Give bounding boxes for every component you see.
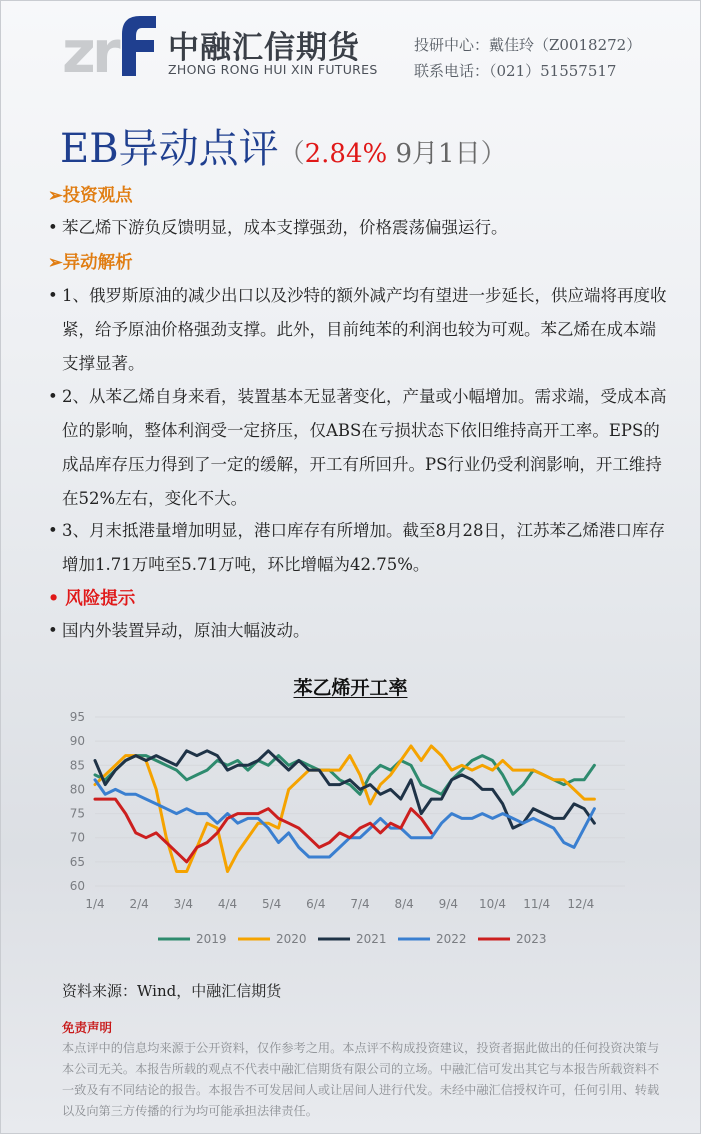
arrow-icon: ➢ bbox=[48, 186, 63, 206]
section-risk-heading: • 风险提示 bbox=[48, 589, 136, 609]
x-tick-label: 5/4 bbox=[262, 897, 282, 911]
bullet-icon: • bbox=[48, 286, 58, 305]
bullet-icon: • bbox=[48, 218, 58, 237]
x-tick-label: 12/4 bbox=[567, 897, 595, 911]
y-tick-label: 75 bbox=[69, 806, 85, 821]
arrow-icon: ➢ bbox=[48, 253, 63, 273]
price-change: 2.84% bbox=[304, 139, 388, 169]
section-analysis-heading: ➢异动解析 bbox=[48, 253, 133, 273]
y-tick-label: 65 bbox=[69, 854, 85, 869]
y-tick-label: 70 bbox=[69, 830, 85, 845]
risk-paragraph: • 国内外装置异动，原油大幅波动。 bbox=[48, 614, 668, 648]
svg-text:r: r bbox=[92, 18, 121, 80]
x-tick-label: 8/4 bbox=[394, 897, 414, 911]
x-tick-label: 3/4 bbox=[173, 897, 193, 911]
y-tick-label: 95 bbox=[69, 710, 85, 724]
data-source: 资料来源：Wind，中融汇信期货 bbox=[62, 982, 282, 1000]
analysis-paragraph-2: • 2、从苯乙烯自身来看，装置基本无显著变化，产量或小幅增加。需求端，受成本高位的影响，整体利润受一定挤压，仅ABS在亏损状态下依旧维持高开工率。EPS的成品库存压力得到了一定的缓解，开工有所回升。PS行业仍受利润影响，开工维持在52%左右，变化不大。 bbox=[48, 380, 668, 516]
bullet-icon: • bbox=[48, 589, 60, 609]
section-view-heading: ➢投资观点 bbox=[48, 186, 133, 206]
legend-label-2021: 2021 bbox=[356, 932, 387, 946]
company-name-cn: 中融汇信期货 bbox=[168, 30, 360, 66]
x-tick-label: 2/4 bbox=[129, 897, 149, 911]
page-title bbox=[60, 117, 507, 174]
line-chart bbox=[55, 700, 645, 960]
title-paren-close: ） bbox=[480, 139, 507, 169]
legend-label-2020: 2020 bbox=[276, 932, 307, 946]
x-tick-label: 10/4 bbox=[479, 897, 506, 911]
disclaimer-title: 免责声明 bbox=[62, 1020, 113, 1035]
company-logo-icon bbox=[60, 10, 160, 80]
view-paragraph: • 苯乙烯下游负反馈明显，成本支撑强劲，价格震荡偏强运行。 bbox=[48, 211, 668, 245]
contact-info bbox=[414, 32, 641, 84]
phone-line: 联系电话：（021）51557517 bbox=[414, 62, 617, 80]
bullet-icon: • bbox=[48, 521, 58, 540]
title-date: 9月1日 bbox=[387, 139, 481, 169]
analyst-line: 投研中心：戴佳玲（Z0018272） bbox=[414, 36, 642, 54]
title-paren-open: （ bbox=[278, 139, 305, 169]
x-tick-label: 6/4 bbox=[306, 897, 326, 911]
y-tick-label: 80 bbox=[69, 782, 85, 797]
y-tick-label: 85 bbox=[69, 758, 85, 773]
analysis-paragraph-3: • 3、月末抵港量增加明显，港口库存有所增加。截至8月28日，江苏苯乙烯港口库存增加1.71万吨至5.71万吨，环比增幅为42.75%。 bbox=[48, 514, 668, 582]
company-name-en: ZHONG RONG HUI XIN FUTURES bbox=[168, 62, 378, 77]
legend-label-2019: 2019 bbox=[196, 932, 227, 946]
header bbox=[0, 0, 701, 100]
x-tick-label: 4/4 bbox=[217, 897, 238, 911]
series-line-2023 bbox=[95, 799, 431, 862]
svg-text:z: z bbox=[62, 18, 96, 80]
x-tick-label: 7/4 bbox=[350, 897, 370, 911]
x-tick-label: 1/4 bbox=[85, 897, 105, 911]
x-tick-label: 9/4 bbox=[438, 897, 458, 911]
y-tick-label: 90 bbox=[69, 734, 85, 749]
analysis-paragraph-1: • 1、俄罗斯原油的减少出口以及沙特的额外减产均有望进一步延长，供应端将再度收紧，给予原油价格强劲支撑。此外，目前纯苯的利润也较为可观。苯乙烯在成本端支撑显著。 bbox=[48, 279, 668, 381]
bullet-icon: • bbox=[48, 621, 58, 640]
y-tick-label: 60 bbox=[69, 879, 85, 893]
legend-label-2022: 2022 bbox=[436, 932, 467, 946]
x-tick-label: 11/4 bbox=[523, 897, 551, 911]
legend-label-2023: 2023 bbox=[516, 932, 547, 946]
disclaimer-text: 本点评中的信息均来源于公开资料，仅作参考之用。本点评不构成投资建议，投资者据此做出的任何投资决策与本公司无关。本报告所载的观点不代表中融汇信期货有限公司的立场。中融汇信可发出其它与本报告所载资料不一致及有不同结论的报告。本报告不可发居间人或让居间人进行代发。未经中融汇信授权许可，任何引用、转载以及向第三方传播的行为均可能承担法律责任。 bbox=[62, 1041, 660, 1118]
chart-title: 苯乙烯开工率 bbox=[293, 677, 408, 699]
bullet-icon: • bbox=[48, 387, 58, 406]
title-main: EB异动点评 bbox=[60, 126, 279, 172]
